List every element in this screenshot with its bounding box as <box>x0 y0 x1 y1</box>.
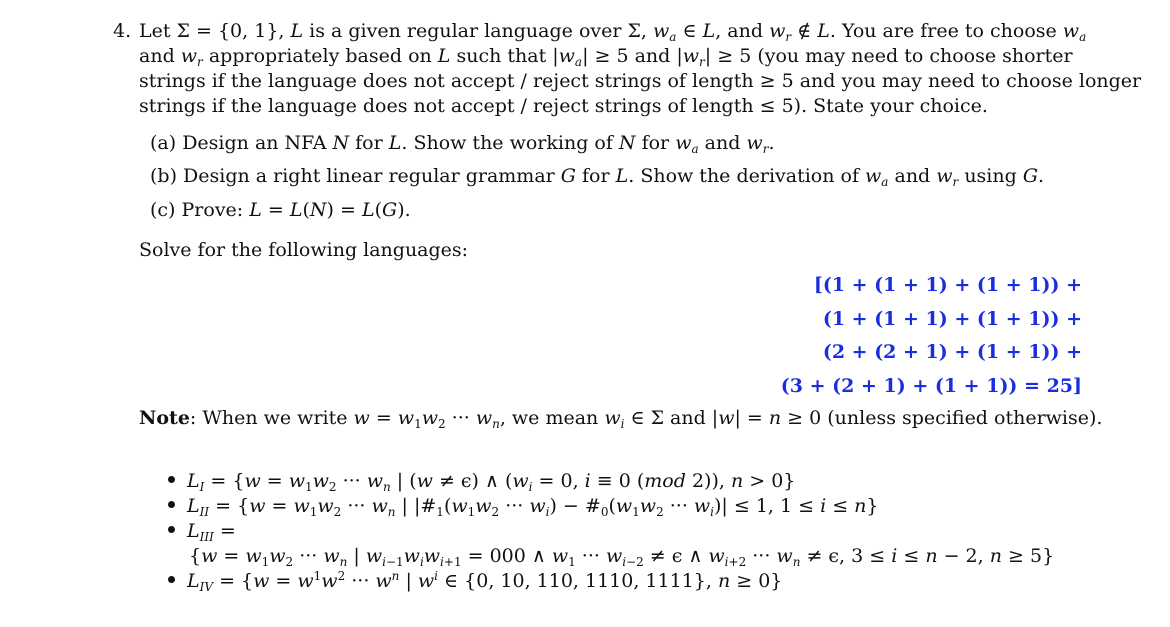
language-l3-body: {$w = w_1w_2$ ··· $w_n$ | $w_{i-1}w_iw_{i+1} = 000$ ∧ $w_1$ ··· $w_{i-2} \ne \epsilon$ ∧ $w_{i+2}$ ··· $w_n \ne \epsilon$, 3 ≤ i ≤ n − 2, n ≥ 5} <box>189 545 1055 569</box>
part-c-label: (c) <box>150 199 176 221</box>
part-a-label: (a) <box>150 132 177 154</box>
note-label: Note <box>139 407 190 429</box>
bullet-icon <box>168 576 175 583</box>
marks-line-1: [(1 + (1 + 1) + (1 + 1)) + <box>813 274 1082 296</box>
part-a: (a) Design an NFA N for L. Show the working of N for $w_a$ and $w_r$. <box>150 132 775 156</box>
bullet-icon <box>168 476 175 483</box>
part-b: (b) Design a right linear regular grammar G for L. Show the derivation of $w_a$ and $w_r$ using G. <box>150 165 1045 189</box>
marks-line-2: (1 + (1 + 1) + (1 + 1)) + <box>822 308 1082 330</box>
intro-line-4: strings if the language does not accept / reject strings of length ≤ 5). State your choice. <box>139 95 988 117</box>
part-b-label: (b) <box>150 165 177 187</box>
part-c: (c) Prove: L = L(N) = L(G). <box>150 199 411 221</box>
marks-line-3: (2 + (2 + 1) + (1 + 1)) + <box>822 341 1082 363</box>
bullet-icon <box>168 526 175 533</box>
bullet-icon <box>168 501 175 508</box>
note: Note: When we write $w = w_1w_2$ ··· $w_n$, we mean $w_i$ ∈ Σ and |w| = n ≥ 0 (unless specified otherwise). <box>139 407 1103 431</box>
marks-line-4: (3 + (2 + 1) + (1 + 1)) = 25] <box>780 375 1082 397</box>
language-l1: $L_I = \{w = w_1w_2$ ··· $w_n$ | (w ≠ ϵ) ∧ ($w_i = 0$, i ≡ 0 (mod 2)), n > 0} <box>168 469 795 494</box>
question-number: 4. <box>113 20 132 42</box>
language-l2: $L_{II} = \{w = w_1w_2$ ··· $w_n$ | $|\#_1(w_1w_2$ ··· $w_i$) − $\#_0(w_1w_2$ ··· $w_i)| \le 1$, 1 ≤ i ≤ n} <box>168 494 879 519</box>
language-l3-head: $L_{III}$ = <box>168 519 236 544</box>
language-l4: $L_{IV} = \{w = w^1w^2$ ··· $w^n$ | $w^i$ ∈ {0, 10, 110, 1110, 1111}, n ≥ 0} <box>168 569 782 594</box>
intro-line-1: Let Σ = {0, 1}, L is a given regular language over Σ, $w_a$ ∈ L, and $w_r$ ∉ L. You are free to choose $w_a$ <box>139 20 1087 44</box>
solve-line: Solve for the following languages: <box>139 239 469 261</box>
intro-line-2: and $w_r$ appropriately based on L such that $|w_a| \ge 5$ and $|w_r| \ge 5$ (you may need to choose shorter <box>139 45 1073 69</box>
intro-line-3: strings if the language does not accept / reject strings of length ≥ 5 and you may need to choose longer <box>139 70 1142 92</box>
